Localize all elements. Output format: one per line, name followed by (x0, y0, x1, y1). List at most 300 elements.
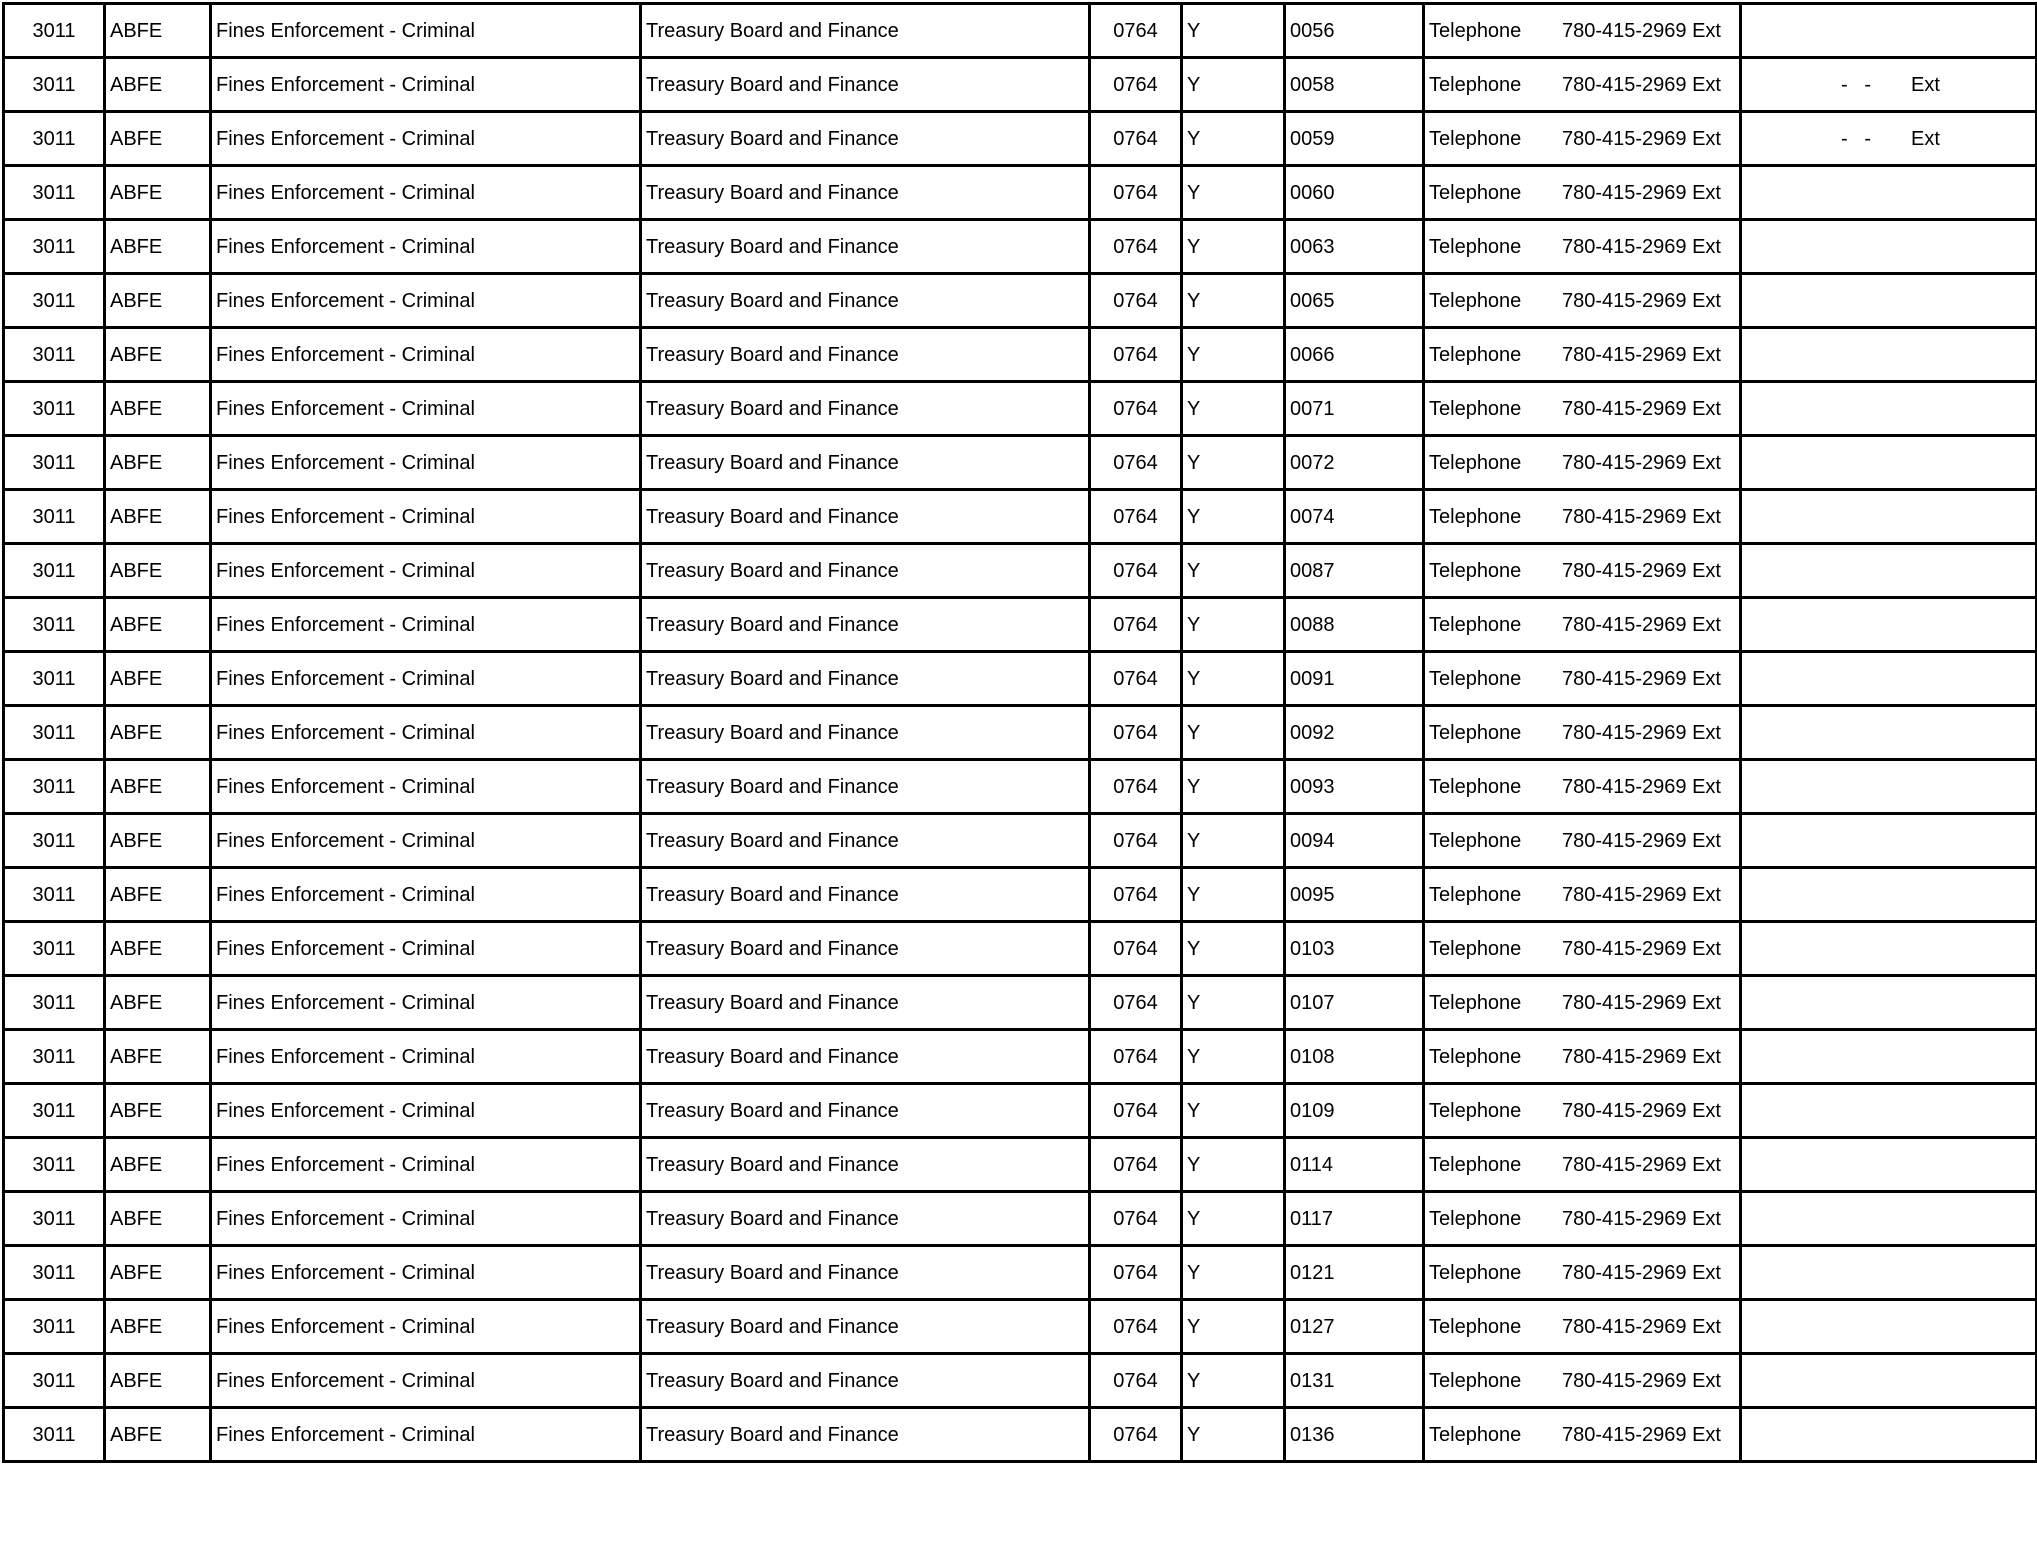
cell-abbr: ABFE (105, 868, 211, 922)
phone-number: 780-415-2969 Ext (1561, 1261, 1721, 1284)
cell-extension (1741, 328, 2037, 382)
table-row (4, 544, 2037, 598)
table-row (4, 760, 2037, 814)
cell-code: 0764 (1090, 1300, 1182, 1354)
cell-number: 0103 (1285, 922, 1424, 976)
contact-type: Telephone (1429, 667, 1522, 690)
contact-type: Telephone (1429, 73, 1522, 96)
phone-number: 780-415-2969 Ext (1561, 1207, 1721, 1230)
table-row (4, 1408, 2037, 1462)
cell-ministry: Treasury Board and Finance (641, 976, 1090, 1030)
cell-id: 3011 (4, 706, 105, 760)
cell-number: 0094 (1285, 814, 1424, 868)
cell-flag: Y (1182, 868, 1285, 922)
cell-flag: Y (1182, 976, 1285, 1030)
cell-flag: Y (1182, 328, 1285, 382)
cell-abbr: ABFE (105, 1192, 211, 1246)
cell-id: 3011 (4, 544, 105, 598)
cell-code: 0764 (1090, 1138, 1182, 1192)
cell-ministry: Treasury Board and Finance (641, 760, 1090, 814)
cell-extension (1741, 1354, 2037, 1408)
contact-type: Telephone (1429, 505, 1522, 528)
cell-program: Fines Enforcement - Criminal (211, 166, 641, 220)
cell-contact (1424, 328, 1741, 382)
table-row (4, 382, 2037, 436)
cell-extension (1741, 112, 2037, 166)
cell-id: 3011 (4, 598, 105, 652)
cell-id: 3011 (4, 1408, 105, 1462)
phone-number: 780-415-2969 Ext (1561, 1423, 1721, 1446)
phone-number: 780-415-2969 Ext (1561, 1099, 1721, 1122)
contact-type: Telephone (1429, 559, 1522, 582)
cell-number: 0065 (1285, 274, 1424, 328)
contact-type: Telephone (1429, 937, 1522, 960)
cell-number: 0056 (1285, 4, 1424, 58)
cell-extension (1741, 436, 2037, 490)
cell-flag: Y (1182, 166, 1285, 220)
phone-number: 780-415-2969 Ext (1561, 1315, 1721, 1338)
contact-type: Telephone (1429, 1099, 1522, 1122)
contact-type: Telephone (1429, 343, 1522, 366)
cell-program: Fines Enforcement - Criminal (211, 1408, 641, 1462)
cell-id: 3011 (4, 436, 105, 490)
contact-type: Telephone (1429, 829, 1522, 852)
cell-contact (1424, 976, 1741, 1030)
cell-contact (1424, 922, 1741, 976)
cell-contact (1424, 760, 1741, 814)
cell-program: Fines Enforcement - Criminal (211, 1300, 641, 1354)
contact-type: Telephone (1429, 451, 1522, 474)
cell-abbr: ABFE (105, 274, 211, 328)
cell-abbr: ABFE (105, 1354, 211, 1408)
cell-contact (1424, 112, 1741, 166)
cell-extension (1741, 1192, 2037, 1246)
cell-abbr: ABFE (105, 544, 211, 598)
cell-contact (1424, 1246, 1741, 1300)
contact-type: Telephone (1429, 775, 1522, 798)
cell-program: Fines Enforcement - Criminal (211, 868, 641, 922)
cell-abbr: ABFE (105, 760, 211, 814)
table-row (4, 814, 2037, 868)
table-body (4, 4, 2037, 1462)
cell-number: 0059 (1285, 112, 1424, 166)
cell-abbr: ABFE (105, 166, 211, 220)
contact-type: Telephone (1429, 1423, 1522, 1446)
contact-type: Telephone (1429, 1315, 1522, 1338)
cell-abbr: ABFE (105, 220, 211, 274)
cell-code: 0764 (1090, 274, 1182, 328)
cell-code: 0764 (1090, 814, 1182, 868)
table-row (4, 976, 2037, 1030)
cell-ministry: Treasury Board and Finance (641, 328, 1090, 382)
cell-flag: Y (1182, 112, 1285, 166)
cell-contact (1424, 436, 1741, 490)
cell-code: 0764 (1090, 1030, 1182, 1084)
cell-ministry: Treasury Board and Finance (641, 868, 1090, 922)
cell-abbr: ABFE (105, 1408, 211, 1462)
cell-number: 0074 (1285, 490, 1424, 544)
cell-program: Fines Enforcement - Criminal (211, 328, 641, 382)
cell-program: Fines Enforcement - Criminal (211, 814, 641, 868)
phone-number: 780-415-2969 Ext (1561, 991, 1721, 1014)
cell-program: Fines Enforcement - Criminal (211, 1084, 641, 1138)
phone-number: 780-415-2969 Ext (1561, 667, 1721, 690)
cell-id: 3011 (4, 166, 105, 220)
cell-extension (1741, 1138, 2037, 1192)
cell-number: 0107 (1285, 976, 1424, 1030)
phone-number: 780-415-2969 Ext (1561, 613, 1721, 636)
cell-ministry: Treasury Board and Finance (641, 220, 1090, 274)
cell-ministry: Treasury Board and Finance (641, 1138, 1090, 1192)
cell-abbr: ABFE (105, 490, 211, 544)
cell-number: 0117 (1285, 1192, 1424, 1246)
cell-number: 0127 (1285, 1300, 1424, 1354)
phone-number: 780-415-2969 Ext (1561, 505, 1721, 528)
cell-code: 0764 (1090, 382, 1182, 436)
cell-abbr: ABFE (105, 976, 211, 1030)
cell-flag: Y (1182, 922, 1285, 976)
cell-number: 0091 (1285, 652, 1424, 706)
cell-code: 0764 (1090, 922, 1182, 976)
cell-contact (1424, 1192, 1741, 1246)
cell-extension (1741, 1300, 2037, 1354)
cell-contact (1424, 1354, 1741, 1408)
cell-abbr: ABFE (105, 436, 211, 490)
cell-program: Fines Enforcement - Criminal (211, 436, 641, 490)
phone-number: 780-415-2969 Ext (1561, 289, 1721, 312)
phone-number: 780-415-2969 Ext (1561, 559, 1721, 582)
cell-contact (1424, 1300, 1741, 1354)
cell-ministry: Treasury Board and Finance (641, 1192, 1090, 1246)
cell-abbr: ABFE (105, 598, 211, 652)
cell-abbr: ABFE (105, 1138, 211, 1192)
cell-abbr: ABFE (105, 112, 211, 166)
contact-type: Telephone (1429, 235, 1522, 258)
phone-number: 780-415-2969 Ext (1561, 1369, 1721, 1392)
extension-label: Ext (1911, 73, 1940, 96)
contact-type: Telephone (1429, 721, 1522, 744)
cell-number: 0108 (1285, 1030, 1424, 1084)
cell-program: Fines Enforcement - Criminal (211, 922, 641, 976)
table-row (4, 868, 2037, 922)
cell-ministry: Treasury Board and Finance (641, 4, 1090, 58)
table-row (4, 220, 2037, 274)
cell-number: 0109 (1285, 1084, 1424, 1138)
phone-number: 780-415-2969 Ext (1561, 883, 1721, 906)
cell-code: 0764 (1090, 544, 1182, 598)
cell-code: 0764 (1090, 4, 1182, 58)
phone-number: 780-415-2969 Ext (1561, 73, 1721, 96)
table-row (4, 274, 2037, 328)
cell-code: 0764 (1090, 598, 1182, 652)
table-row (4, 922, 2037, 976)
cell-contact (1424, 1030, 1741, 1084)
table-row (4, 112, 2037, 166)
cell-id: 3011 (4, 1300, 105, 1354)
cell-contact (1424, 1408, 1741, 1462)
cell-program: Fines Enforcement - Criminal (211, 1246, 641, 1300)
cell-ministry: Treasury Board and Finance (641, 166, 1090, 220)
cell-contact (1424, 490, 1741, 544)
cell-flag: Y (1182, 4, 1285, 58)
cell-id: 3011 (4, 814, 105, 868)
cell-contact (1424, 274, 1741, 328)
phone-number: 780-415-2969 Ext (1561, 721, 1721, 744)
contact-type: Telephone (1429, 1153, 1522, 1176)
cell-number: 0066 (1285, 328, 1424, 382)
phone-number: 780-415-2969 Ext (1561, 343, 1721, 366)
cell-code: 0764 (1090, 868, 1182, 922)
cell-code: 0764 (1090, 1084, 1182, 1138)
cell-flag: Y (1182, 1246, 1285, 1300)
phone-number: 780-415-2969 Ext (1561, 775, 1721, 798)
cell-code: 0764 (1090, 490, 1182, 544)
cell-ministry: Treasury Board and Finance (641, 58, 1090, 112)
cell-flag: Y (1182, 436, 1285, 490)
table-row (4, 328, 2037, 382)
contact-type: Telephone (1429, 1261, 1522, 1284)
cell-contact (1424, 166, 1741, 220)
table-row (4, 1246, 2037, 1300)
cell-extension (1741, 220, 2037, 274)
cell-flag: Y (1182, 220, 1285, 274)
cell-ministry: Treasury Board and Finance (641, 274, 1090, 328)
table-row (4, 4, 2037, 58)
cell-id: 3011 (4, 760, 105, 814)
contact-type: Telephone (1429, 181, 1522, 204)
cell-contact (1424, 1084, 1741, 1138)
cell-id: 3011 (4, 112, 105, 166)
phone-number: 780-415-2969 Ext (1561, 1153, 1721, 1176)
cell-ministry: Treasury Board and Finance (641, 436, 1090, 490)
cell-program: Fines Enforcement - Criminal (211, 382, 641, 436)
cell-id: 3011 (4, 1246, 105, 1300)
cell-ministry: Treasury Board and Finance (641, 544, 1090, 598)
contact-type: Telephone (1429, 1207, 1522, 1230)
cell-code: 0764 (1090, 1192, 1182, 1246)
cell-program: Fines Enforcement - Criminal (211, 598, 641, 652)
cell-number: 0060 (1285, 166, 1424, 220)
cell-flag: Y (1182, 1408, 1285, 1462)
cell-program: Fines Enforcement - Criminal (211, 1138, 641, 1192)
cell-contact (1424, 814, 1741, 868)
cell-number: 0087 (1285, 544, 1424, 598)
table-row (4, 1138, 2037, 1192)
cell-number: 0093 (1285, 760, 1424, 814)
cell-code: 0764 (1090, 220, 1182, 274)
cell-id: 3011 (4, 1354, 105, 1408)
cell-program: Fines Enforcement - Criminal (211, 274, 641, 328)
cell-abbr: ABFE (105, 4, 211, 58)
cell-extension (1741, 652, 2037, 706)
cell-id: 3011 (4, 4, 105, 58)
cell-flag: Y (1182, 1354, 1285, 1408)
cell-extension (1741, 976, 2037, 1030)
cell-id: 3011 (4, 922, 105, 976)
table-row (4, 1030, 2037, 1084)
cell-ministry: Treasury Board and Finance (641, 814, 1090, 868)
phone-number: 780-415-2969 Ext (1561, 1045, 1721, 1068)
cell-code: 0764 (1090, 706, 1182, 760)
cell-program: Fines Enforcement - Criminal (211, 1030, 641, 1084)
cell-number: 0114 (1285, 1138, 1424, 1192)
cell-code: 0764 (1090, 1246, 1182, 1300)
table-row (4, 490, 2037, 544)
table-row (4, 706, 2037, 760)
contact-type: Telephone (1429, 991, 1522, 1014)
table-row (4, 436, 2037, 490)
contact-type: Telephone (1429, 19, 1522, 42)
cell-id: 3011 (4, 1138, 105, 1192)
table-row (4, 58, 2037, 112)
cell-extension (1741, 58, 2037, 112)
cell-flag: Y (1182, 760, 1285, 814)
cell-number: 0095 (1285, 868, 1424, 922)
cell-program: Fines Enforcement - Criminal (211, 1192, 641, 1246)
cell-flag: Y (1182, 58, 1285, 112)
cell-code: 0764 (1090, 1354, 1182, 1408)
phone-number: 780-415-2969 Ext (1561, 181, 1721, 204)
cell-program: Fines Enforcement - Criminal (211, 760, 641, 814)
cell-code: 0764 (1090, 328, 1182, 382)
cell-program: Fines Enforcement - Criminal (211, 706, 641, 760)
cell-id: 3011 (4, 1084, 105, 1138)
cell-number: 0136 (1285, 1408, 1424, 1462)
cell-number: 0058 (1285, 58, 1424, 112)
cell-program: Fines Enforcement - Criminal (211, 490, 641, 544)
cell-abbr: ABFE (105, 1300, 211, 1354)
table-row (4, 1192, 2037, 1246)
phone-number: 780-415-2969 Ext (1561, 829, 1721, 852)
cell-extension (1741, 1084, 2037, 1138)
cell-number: 0092 (1285, 706, 1424, 760)
cell-flag: Y (1182, 706, 1285, 760)
cell-code: 0764 (1090, 652, 1182, 706)
cell-contact (1424, 4, 1741, 58)
phone-number: 780-415-2969 Ext (1561, 397, 1721, 420)
cell-extension (1741, 814, 2037, 868)
cell-flag: Y (1182, 382, 1285, 436)
phone-number: 780-415-2969 Ext (1561, 235, 1721, 258)
cell-ministry: Treasury Board and Finance (641, 1300, 1090, 1354)
cell-id: 3011 (4, 652, 105, 706)
cell-abbr: ABFE (105, 1084, 211, 1138)
contact-type: Telephone (1429, 1369, 1522, 1392)
cell-extension (1741, 166, 2037, 220)
table-row (4, 166, 2037, 220)
cell-contact (1424, 652, 1741, 706)
cell-contact (1424, 58, 1741, 112)
extension-label: Ext (1911, 127, 1940, 150)
cell-flag: Y (1182, 652, 1285, 706)
cell-abbr: ABFE (105, 1030, 211, 1084)
table-row (4, 1354, 2037, 1408)
extension-dashes: - - (1841, 73, 1872, 96)
table-row (4, 598, 2037, 652)
cell-extension (1741, 922, 2037, 976)
cell-extension (1741, 382, 2037, 436)
cell-code: 0764 (1090, 436, 1182, 490)
phone-number: 780-415-2969 Ext (1561, 937, 1721, 960)
cell-id: 3011 (4, 1192, 105, 1246)
cell-flag: Y (1182, 1030, 1285, 1084)
cell-flag: Y (1182, 1300, 1285, 1354)
cell-code: 0764 (1090, 760, 1182, 814)
cell-extension (1741, 868, 2037, 922)
cell-ministry: Treasury Board and Finance (641, 1246, 1090, 1300)
cell-ministry: Treasury Board and Finance (641, 1408, 1090, 1462)
cell-ministry: Treasury Board and Finance (641, 706, 1090, 760)
cell-id: 3011 (4, 868, 105, 922)
contact-type: Telephone (1429, 397, 1522, 420)
contact-type: Telephone (1429, 883, 1522, 906)
cell-code: 0764 (1090, 112, 1182, 166)
cell-abbr: ABFE (105, 328, 211, 382)
cell-extension (1741, 706, 2037, 760)
extension-dashes: - - (1841, 127, 1872, 150)
cell-extension (1741, 1030, 2037, 1084)
cell-program: Fines Enforcement - Criminal (211, 544, 641, 598)
contact-type: Telephone (1429, 289, 1522, 312)
cell-ministry: Treasury Board and Finance (641, 382, 1090, 436)
cell-id: 3011 (4, 1030, 105, 1084)
cell-contact (1424, 1138, 1741, 1192)
cell-ministry: Treasury Board and Finance (641, 490, 1090, 544)
cell-contact (1424, 382, 1741, 436)
cell-id: 3011 (4, 382, 105, 436)
cell-id: 3011 (4, 274, 105, 328)
cell-ministry: Treasury Board and Finance (641, 598, 1090, 652)
cell-ministry: Treasury Board and Finance (641, 652, 1090, 706)
records-table (2, 2, 2037, 1463)
cell-contact (1424, 706, 1741, 760)
cell-program: Fines Enforcement - Criminal (211, 652, 641, 706)
cell-program: Fines Enforcement - Criminal (211, 220, 641, 274)
cell-id: 3011 (4, 976, 105, 1030)
cell-abbr: ABFE (105, 58, 211, 112)
table-row (4, 1300, 2037, 1354)
cell-program: Fines Enforcement - Criminal (211, 1354, 641, 1408)
cell-extension (1741, 760, 2037, 814)
cell-abbr: ABFE (105, 814, 211, 868)
cell-extension (1741, 490, 2037, 544)
phone-number: 780-415-2969 Ext (1561, 451, 1721, 474)
cell-abbr: ABFE (105, 922, 211, 976)
cell-abbr: ABFE (105, 652, 211, 706)
cell-number: 0071 (1285, 382, 1424, 436)
contact-type: Telephone (1429, 613, 1522, 636)
cell-extension (1741, 274, 2037, 328)
cell-ministry: Treasury Board and Finance (641, 1084, 1090, 1138)
cell-abbr: ABFE (105, 1246, 211, 1300)
cell-flag: Y (1182, 274, 1285, 328)
cell-code: 0764 (1090, 976, 1182, 1030)
cell-contact (1424, 220, 1741, 274)
cell-id: 3011 (4, 220, 105, 274)
table-row (4, 652, 2037, 706)
cell-extension (1741, 598, 2037, 652)
cell-program: Fines Enforcement - Criminal (211, 976, 641, 1030)
cell-ministry: Treasury Board and Finance (641, 1030, 1090, 1084)
cell-code: 0764 (1090, 58, 1182, 112)
phone-number: 780-415-2969 Ext (1561, 127, 1721, 150)
cell-id: 3011 (4, 490, 105, 544)
cell-flag: Y (1182, 1192, 1285, 1246)
cell-id: 3011 (4, 58, 105, 112)
cell-flag: Y (1182, 490, 1285, 544)
phone-number: 780-415-2969 Ext (1561, 19, 1721, 42)
cell-number: 0063 (1285, 220, 1424, 274)
